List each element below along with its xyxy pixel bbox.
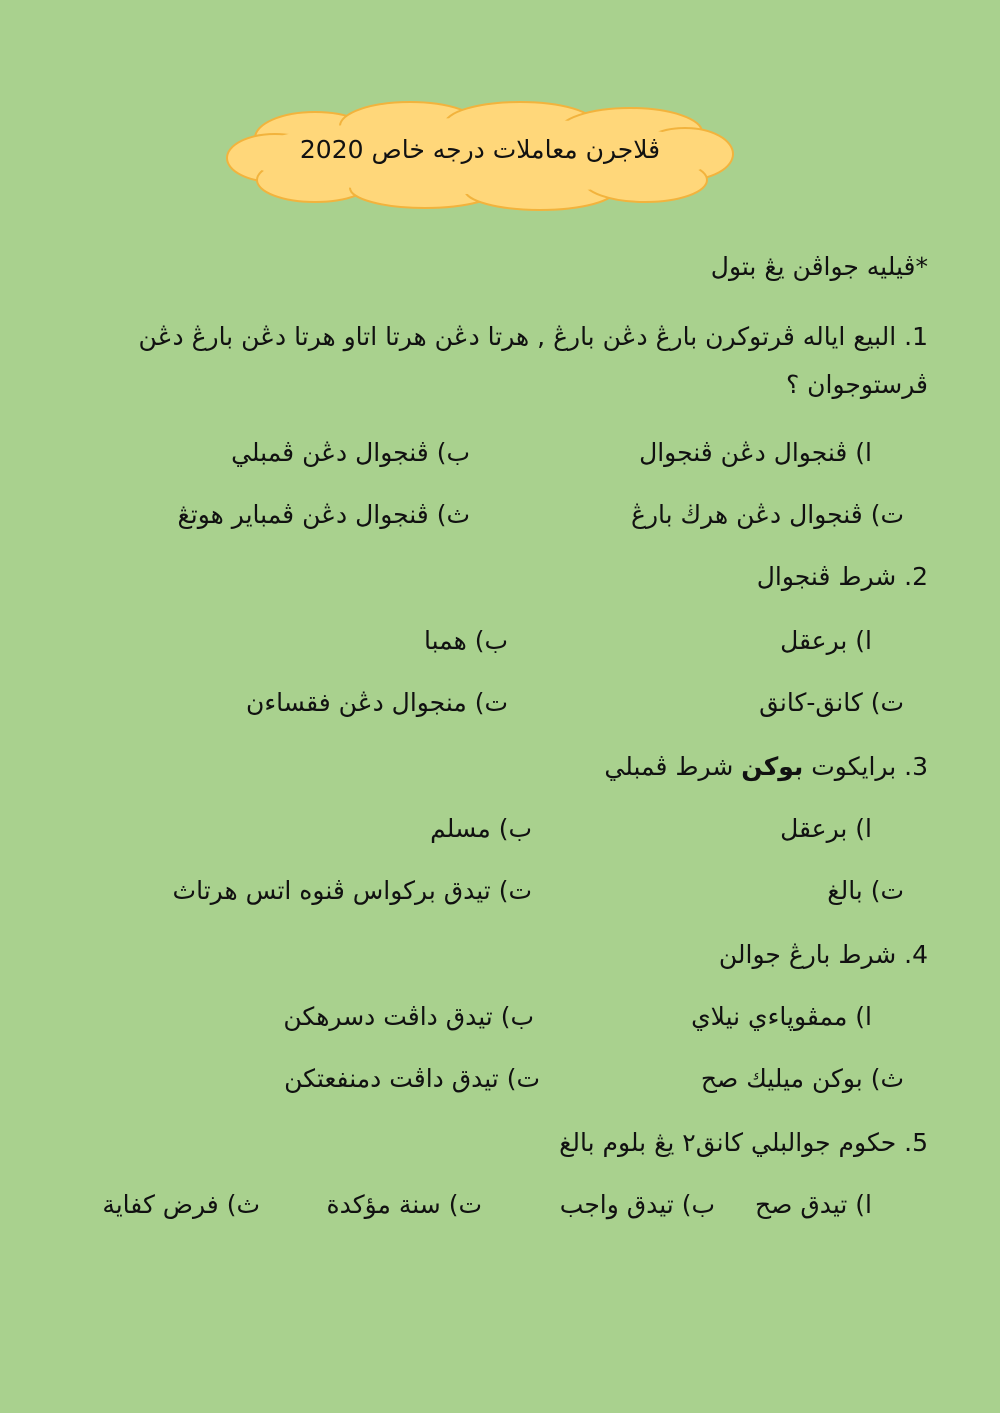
q3-option-a[interactable]: ا) برعقل — [780, 814, 872, 843]
q2-option-c[interactable]: ت) كانق-كانق — [759, 688, 904, 717]
q3-option-b[interactable]: ب) مسلم — [430, 814, 532, 843]
q5-option-c[interactable]: ت) سنة مؤكدة — [326, 1190, 482, 1219]
q1-option-c[interactable]: ت) ڤنجوال دڠن هرڬ بارڠ — [631, 500, 904, 529]
question-3-emphasis: بوكن — [741, 752, 804, 781]
title-cloud — [220, 100, 740, 215]
q5-option-b[interactable]: ب) تيدق واجب — [559, 1190, 715, 1219]
q2-option-d[interactable]: ت) منجوال دڠن فقساءن — [246, 688, 508, 717]
instruction-text: *ڤيليه جواڤن يڠ بتول — [710, 252, 928, 281]
question-1: 1. البيع اياله ڤرتوكرن بارڠ دڠن بارڠ , هرتا دڠن هرتا اتاو هرتا دڠن بارڠ دڠن ڤرستوجوان ؟ — [138, 322, 928, 399]
q1-option-a[interactable]: ا) ڤنجوال دڠن ڤنجوال — [639, 438, 872, 467]
question-2: 2. شرط ڤنجوال — [756, 562, 928, 591]
question-3 — [604, 752, 928, 781]
q4-option-b[interactable]: ب) تيدق داڤت دسرهكن — [283, 1002, 534, 1031]
q3-option-d[interactable]: ت) تيدق بركواس ڤنوه اتس هرتاث — [172, 876, 532, 905]
question-3-suffix: شرط ڤمبلي — [604, 752, 742, 781]
q2-option-a[interactable]: ا) برعقل — [780, 626, 872, 655]
q5-option-d[interactable]: ث) فرض كفاية — [102, 1190, 260, 1219]
question-5: 5. حكوم جوالبلي كانق٢ يڠ بلوم بالغ — [559, 1128, 928, 1157]
q1-option-d[interactable]: ث) ڤنجوال دڠن ڤمباير هوتڠ — [177, 500, 470, 529]
q1-option-b[interactable]: ب) ڤنجوال دڠن ڤمبلي — [231, 438, 470, 467]
q2-option-b[interactable]: ب) همبا — [423, 626, 508, 655]
q4-option-d[interactable]: ت) تيدق داڤت دمنفعتكن — [284, 1064, 540, 1093]
question-4: 4. شرط بارڠ جوالن — [718, 940, 928, 969]
q5-option-a[interactable]: ا) تيدق صح — [755, 1190, 872, 1219]
page-title: ڤلاجرن معاملات درجه خاص 2020 — [299, 135, 661, 164]
q4-option-a[interactable]: ا) ممڤوڽاءي نيلاي — [691, 1002, 872, 1031]
q3-option-c[interactable]: ت) بالغ — [827, 876, 904, 905]
q4-option-c[interactable]: ث) بوكن ميليك صح — [700, 1064, 904, 1093]
question-3-prefix: 3. برايكوت — [803, 752, 928, 781]
